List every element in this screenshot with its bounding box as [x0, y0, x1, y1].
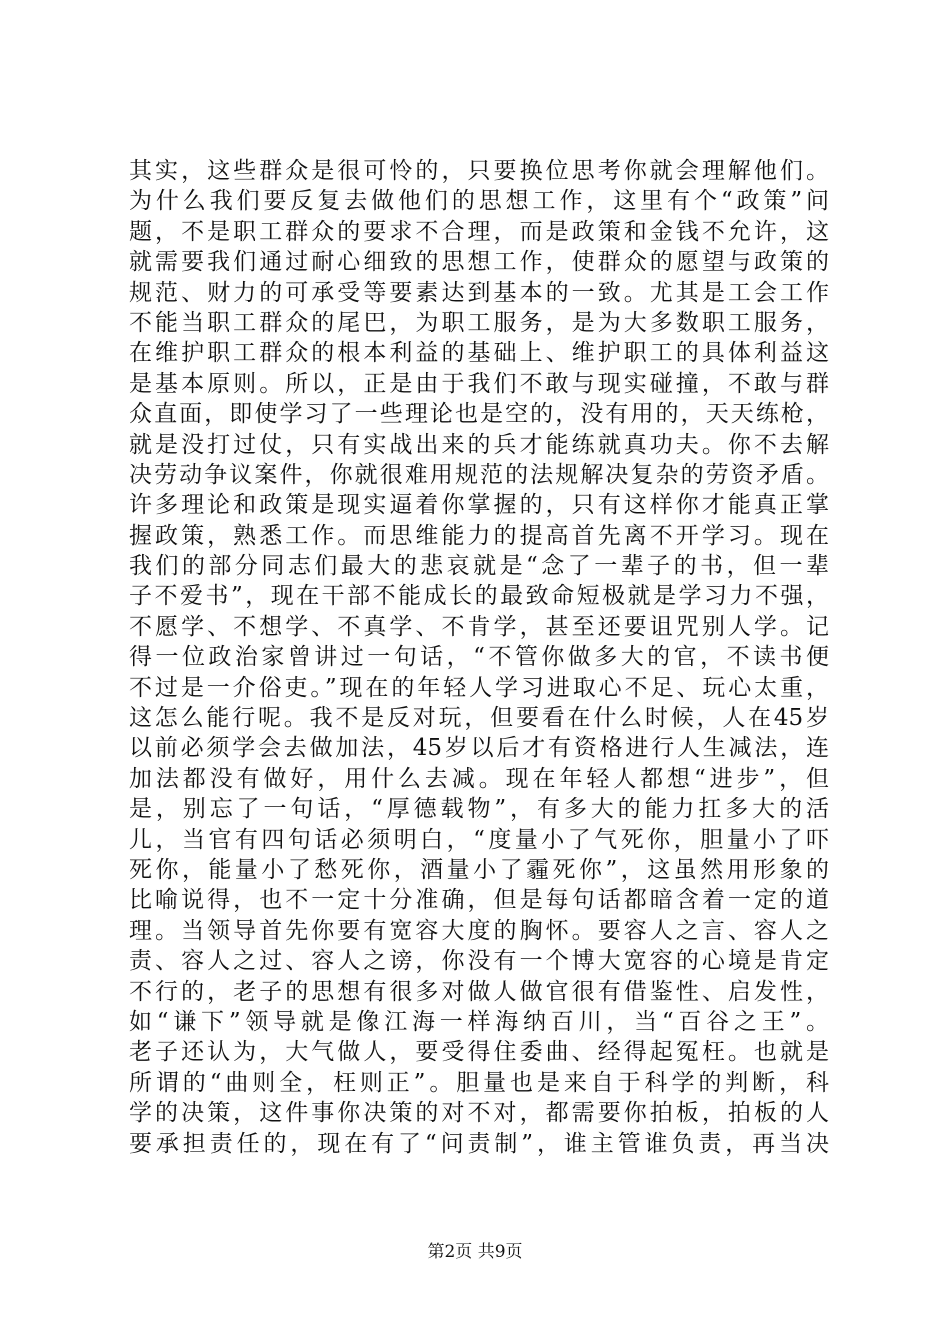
text-line: 所谓的“曲则全，枉则正”。胆量也是来自于科学的判断，科	[129, 1069, 829, 1096]
text-line: 其实，这些群众是很可怜的，只要换位思考你就会理解他们。	[129, 158, 829, 184]
text-line: 许多理论和政策是现实逼着你掌握的，只有这样你才能真正掌	[129, 492, 829, 519]
text-line: 比喻说得，也不一定十分准确，但是每句话都暗含着一定的道	[129, 887, 829, 914]
text-line: 加法都没有做好，用什么去减。现在年轻人都想“进步”，但	[129, 765, 829, 792]
text-line: 是基本原则。所以，正是由于我们不敢与现实碰撞，不敢与群	[129, 370, 829, 397]
text-line: 题，不是职工群众的要求不合理，而是政策和金钱不允许，这	[129, 218, 829, 245]
text-line: 儿，当官有四句话必须明白，“度量小了气死你，胆量小了吓	[129, 826, 829, 853]
text-line: 理。当领导首先你要有宽容大度的胸怀。要容人之言、容人之	[129, 917, 829, 944]
page-indicator: 第2页 共9页	[427, 1242, 523, 1262]
text-line: 要承担责任的，现在有了“问责制”，谁主管谁负责，再当决	[129, 1130, 829, 1157]
text-line: 子不爱书”，现在干部不能成长的最致命短极就是学习力不强，	[129, 583, 829, 610]
text-line: 握政策，熟悉工作。而思维能力的提高首先离不开学习。现在	[129, 522, 829, 549]
text-line: 就是没打过仗，只有实战出来的兵才能练就真功夫。你不去解	[129, 431, 829, 458]
text-line: 为什么我们要反复去做他们的思想工作，这里有个“政策”问	[129, 188, 829, 215]
text-line: 我们的部分同志们最大的悲哀就是“念了一辈子的书，但一辈	[129, 553, 829, 580]
text-line: 以前必须学会去做加法，45岁以后才有资格进行人生减法，连	[129, 735, 829, 762]
text-line: 责、容人之过、容人之谤，你没有一个博大宽容的心境是肯定	[129, 948, 829, 975]
text-line: 不愿学、不想学、不真学、不肯学，甚至还要诅咒别人学。记	[129, 613, 829, 640]
body-text	[129, 156, 829, 1159]
text-line: 就需要我们通过耐心细致的思想工作，使群众的愿望与政策的	[129, 249, 829, 276]
text-line: 规范、财力的可承受等要素达到基本的一致。尤其是工会工作	[129, 279, 829, 306]
text-line: 老子还认为，大气做人，要受得住委曲、经得起冤枉。也就是	[129, 1039, 829, 1066]
text-line: 不行的，老子的思想有很多对做人做官很有借鉴性、启发性，	[129, 978, 829, 1005]
text-line: 死你，能量小了愁死你，酒量小了霾死你”，这虽然用形象的	[129, 856, 829, 883]
text-line: 决劳动争议案件，你就很难用规范的法规解决复杂的劳资矛盾。	[129, 461, 829, 488]
text-line: 不过是一介俗吏。”现在的年轻人学习进取心不足、玩心太重，	[129, 674, 829, 701]
text-line: 得一位政治家曾讲过一句话，“不管你做多大的官，不读书便	[129, 644, 829, 671]
text-line: 不能当职工群众的尾巴，为职工服务，是为大多数职工服务，	[129, 309, 829, 336]
text-line: 如“谦下”领导就是像江海一样海纳百川，当“百谷之王”。	[129, 1008, 829, 1035]
text-line: 众直面，即使学习了一些理论也是空的，没有用的，天天练枪，	[129, 401, 829, 428]
page-footer	[0, 1241, 950, 1263]
text-line: 是，别忘了一句话，“厚德载物”，有多大的能力扛多大的活	[129, 796, 829, 823]
text-line: 这怎么能行呢。我不是反对玩，但要看在什么时候，人在45岁	[129, 705, 829, 732]
text-line: 学的决策，这件事你决策的对不对，都需要你拍板，拍板的人	[129, 1100, 829, 1127]
text-line: 在维护职工群众的根本利益的基础上、维护职工的具体利益这	[129, 340, 829, 367]
